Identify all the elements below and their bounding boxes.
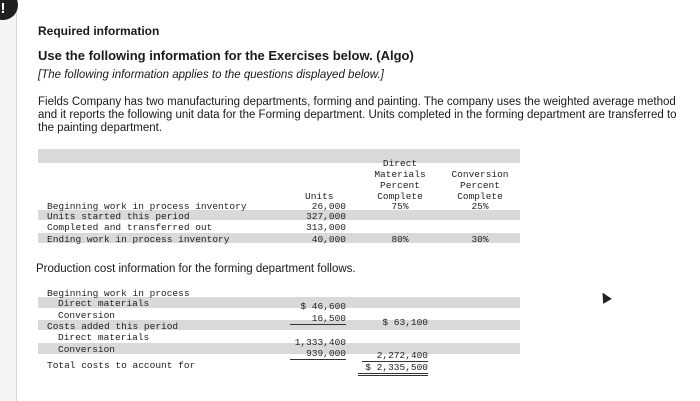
left-side-bar [0,0,17,401]
conversion-label: Conversion [58,310,116,321]
beginning-total-cost: $ 63,100 [382,317,428,328]
added-dm-cost: 1,333,400 [294,337,346,348]
dm-percent-value: 75% [391,201,409,212]
costs-added-label: Costs added this period [47,321,179,332]
alert-icon: ! [0,0,18,20]
cost-info-intro: Production cost information for the forming department follows. [36,263,356,275]
units-value: 26,000 [311,201,346,212]
table-header-band [38,149,520,163]
total-costs-label: Total costs to account for [47,360,196,371]
beginning-dm-cost: $ 46,600 [300,301,346,312]
units-column-header: Units [305,191,334,202]
conversion-column-header: Conversion Percent Complete [451,169,509,202]
mouse-cursor-icon [598,290,612,304]
problem-description: Fields Company has two manufacturing departments, forming and painting. The company uses the weighted average method and it reports the following unit data for the Forming department. Units completed in the forming department are transferred to the painting department. [38,96,677,134]
conversion-percent-value: 25% [471,201,489,212]
added-conversion-label: Conversion [58,344,116,355]
table-row-label: Beginning work in process inventory [47,201,247,212]
dm-percent-value: 80% [391,234,409,245]
table-row-label: Units started this period [47,211,190,222]
beginning-conversion-cost: 16,500 [290,313,346,325]
table-row-label: Completed and transferred out [47,222,213,233]
beginning-wip-label: Beginning work in process [47,288,190,299]
units-value: 327,000 [306,211,346,222]
applies-note: [The following information applies to the questions displayed below.] [38,69,384,81]
added-dm-label: Direct materials [58,332,150,343]
grand-total-cost: $ 2,335,500 [358,362,428,376]
units-value: 40,000 [311,234,346,245]
units-value: 313,000 [306,222,346,233]
added-total-cost: 2,272,400 [362,350,428,362]
direct-materials-label: Direct materials [58,298,150,309]
conversion-percent-value: 30% [471,234,489,245]
table-row-label: Ending work in process inventory [47,234,230,245]
exercise-heading: Use the following information for the Exercises below. (Algo) [38,48,414,63]
direct-materials-column-header: Direct Materials Percent Complete [374,158,426,202]
added-conversion-cost: 939,000 [290,348,346,360]
required-information-label: Required information [38,24,160,38]
